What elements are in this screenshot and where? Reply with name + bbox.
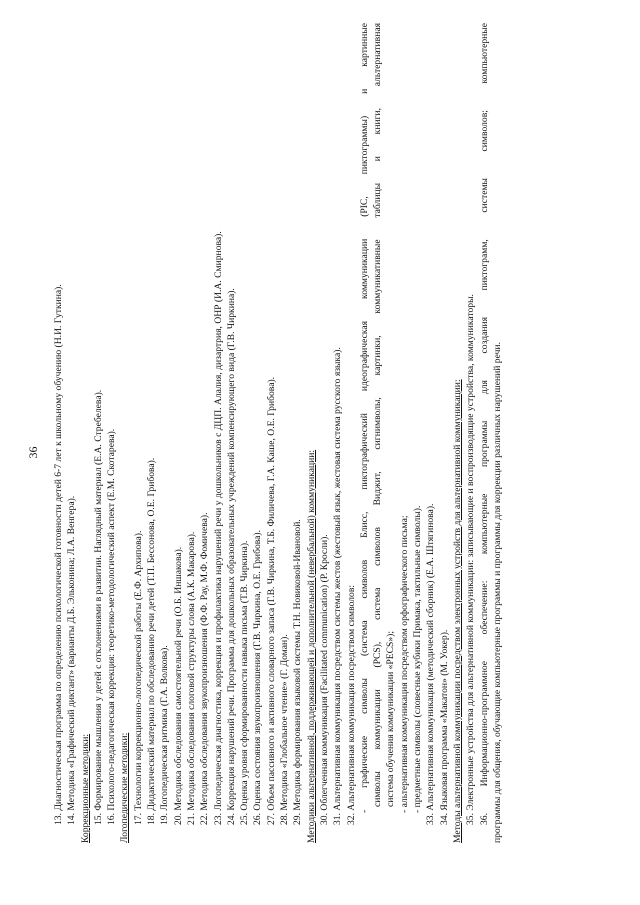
text-line: 36. Информационно-программное обеспечение: компьютерные программы для создания пиктограмм, системы символов; компьютерные [478,23,490,825]
text-line: 13. Диагностическая программа по определению психологической готовности детей 6-7 лет к школьному обучению (Н.И. Гуткина). [53,284,64,825]
page-number: 36 [26,446,40,459]
text-line: 31. Альтернативная коммуникация посредством системы жестов (жестовый язык, жестовая система русского языка). [332,347,344,825]
section-heading: Методики альтернативной, поддерживающей и дополнительной (невербальной) коммуникации: [305,449,317,843]
text-line: 26. Оценка состояния звукопроизношения (Г.В. Чиркина, О.Е. Грибова). [252,529,264,825]
text-line: система обучения коммуникации «PECS»); [385,631,397,807]
text-line: 14. Методика «Графический диктант» (варианты Д.Б. Эльконина; Л.А. Венгера). [66,495,78,825]
text-line: 17. Технологии коррекционно-логопедической работы (Е.Ф. Архипова). [132,530,144,825]
text-line: 32. Альтернативная коммуникация посредством символов: [345,584,357,825]
text-line: 20. Методика обследования самостоятельной речи (О.Б. Иншакова). [172,546,184,825]
document-body [52,23,504,843]
text-line: 22. Методика обследования звукопроизношения (Ф.Ф. Рау, М.Ф. Фомичева). [199,512,211,825]
text-line: символы коммуникации (PCS), система символов Виджит, сигнимволы, картинки, коммуникативные таблицы и книги, альтернативная [372,23,384,807]
text-line: - графические символы (система символов Блисс, пиктографический идеографическая коммуникации (PIC, пиктограммы) и картинные [358,23,370,813]
text-line: 29. Методика формирования языковой системы Т.Н. Новиковой-Ивановой. [292,519,304,825]
text-line: - альтернативная коммуникация посредством орфографического письма; [398,515,410,813]
section-heading: Логопедические методики: [119,732,131,843]
text-line: 35. Электронные устройства для альтернативной коммуникации: записывающие и воспроизводящие устройства, коммуникаторы. [465,294,477,825]
text-line: 25. Оценка уровня сформированности навыка письма (Т.В. Чиркина). [239,540,251,825]
text-line: 24. Коррекция нарушений речи. Программа для дошкольных образовательных учреждений компенсирующего вида (Г.В. Чиркина). [225,288,237,825]
text-line: 18. Дидактический материал по обследованию речи детей (Т.П. Бессонова, О.Е. Грибова). [146,457,158,825]
text-line: 34. Языковая программа «Макатон» (М. Уокер). [438,629,450,825]
text-line: 30. Облегченная коммуникация (Facilitated communication) (Р. Кросли). [318,534,330,825]
text-line: 23. Логопедическая диагностика, коррекция и профилактика нарушений речи у дошкольников с ДЦП. Алалия, дизартрия, ОНР (И.А. Смирнова). [212,231,224,825]
text-line: - предметные символы (словесные кубики Примака, тактильные символы). [412,505,424,813]
text-line: 33. Альтернативная коммуникация (методический сборник) (Е.А. Штягинова). [425,503,437,825]
text-line: 21. Методика обследования слоговой структуры слова (А.К. Макарова). [185,531,197,825]
text-line: программы для общения, обучающие компьютерные программы и программы для коррекции различных нарушений речи. [491,342,503,843]
text-line: 27. Объем пассивного и активного словарного запаса (Г.В. Чиркина, Т.Б. Филичева, Г.А. Каше, О.Е. Грибова). [265,376,277,825]
text-line: 15. Формирование мышления у детей с отклонениями в развитии. Наглядный материал (Е.А. Стребелева). [92,389,104,825]
text-line: 16. Психолого-педагогическая коррекция: теоретико-методологический аспект (Е.М. Скотарева). [106,428,118,825]
section-heading: Методы альтернативной коммуникации посредством электронных устройств для альтернативной коммуникации: [451,379,463,843]
section-heading: Коррекционные методики: [79,733,91,843]
text-line: 28. Методика «Глобальное чтение» (Г. Доман). [279,634,291,825]
text-line: 19. Логопедическая ритмика (Г.А. Волкова). [159,645,171,825]
